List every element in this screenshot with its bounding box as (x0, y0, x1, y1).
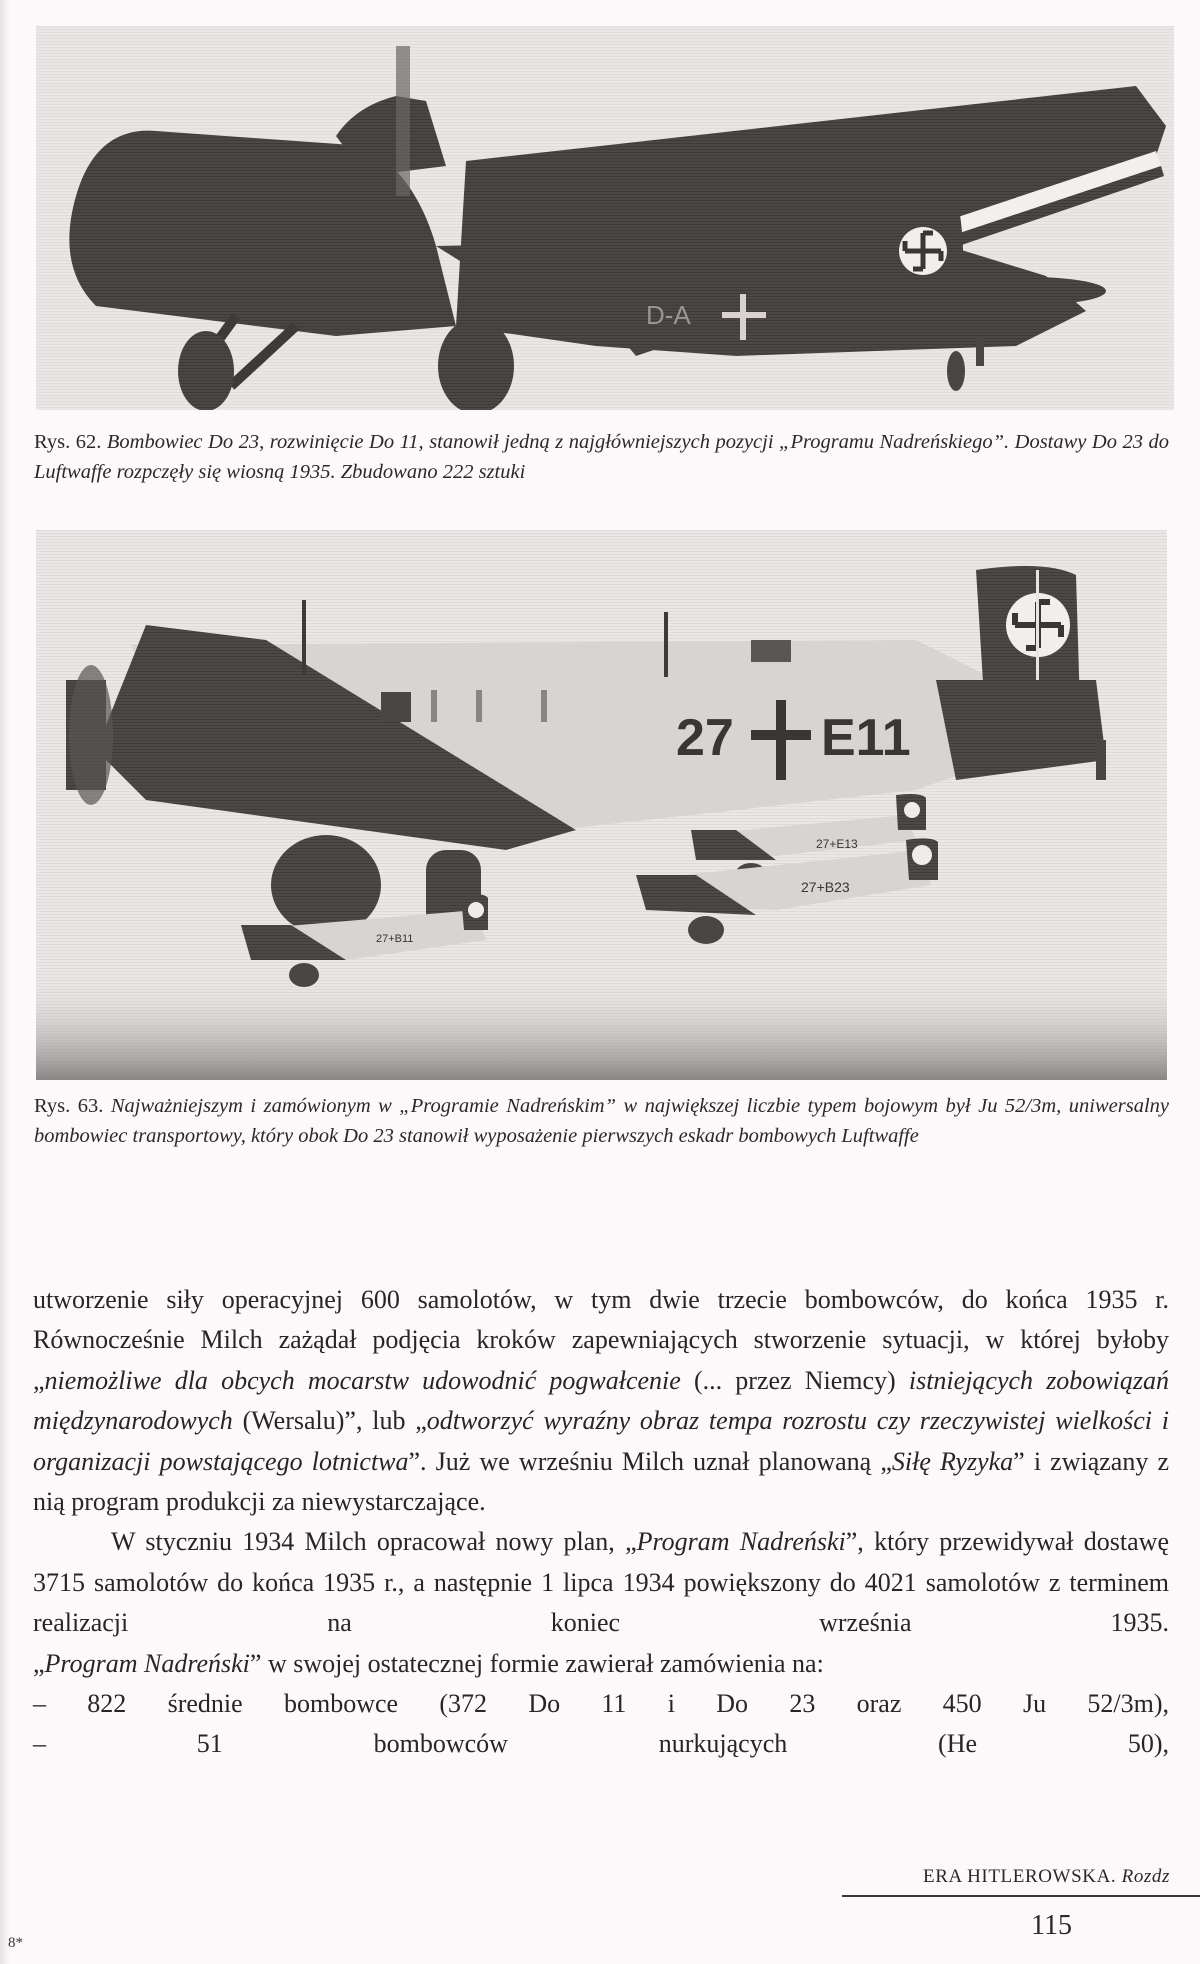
figure-caption-rys-63 (34, 1092, 1169, 1151)
caption-label: Rys. 63. (34, 1095, 104, 1117)
caption-label: Rys. 62. (34, 431, 102, 453)
svg-text:27+B11: 27+B11 (376, 933, 414, 945)
italic-quote: odtworzyć wyraźny obraz tempa rozrostu czy rzeczywistej wielkości i organizacji powstającego lotnictwa (33, 1406, 1169, 1476)
paragraph-milch-demands (33, 1280, 1169, 1522)
page-gutter-shadow (0, 0, 10, 1964)
italic-term: Program Nadreński (44, 1648, 250, 1678)
svg-text:27: 27 (676, 709, 734, 767)
text-run: W styczniu 1934 Milch opracował nowy plan, „ (111, 1527, 637, 1557)
list-item-dive-bombers: – 51 bombowców nurkujących (He 50), (33, 1729, 1169, 1759)
page-number: 115 (1031, 1910, 1072, 1941)
svg-text:27+B23: 27+B23 (801, 879, 850, 895)
text-run: ”. Już we wrześniu Milch uznał planowaną „ (408, 1446, 892, 1476)
svg-text:27+E13: 27+E13 (816, 837, 858, 851)
photo-ju52-formation (36, 530, 1167, 1080)
text-run: ” i związany z nią program produkcji za niewystarczające. (33, 1446, 1170, 1517)
signature-mark: 8* (8, 1935, 23, 1951)
figure-caption-rys-62 (34, 428, 1169, 487)
running-head-chapter: Rozdz (1116, 1866, 1171, 1887)
italic-quote: niemożliwe dla obcych mocarstw udowodnić pogwałcenie (44, 1365, 681, 1395)
text-run: utworzenie siły operacyjnej 600 samolotów, w tym dwie trzecie bombowców, do końca 1935 r. Równocześnie Milch zażądał podjęcia kroków zapewniających stworzenie sytuacji, w której byłoby „ (33, 1285, 1169, 1395)
caption-text: Bombowiec Do 23, rozwinięcie Do 11, stanowił jedną z najgłówniejszych pozycji „Programu Nadreńskiego”. Dostawy Do 23 do Luftwaffe rozpczęły się wiosną 1935. Zbudowano 222 sztuki (34, 431, 1169, 483)
svg-text:E11: E11 (821, 709, 911, 767)
svg-text:D-A: D-A (646, 300, 691, 330)
paragraph-rhineland-program (33, 1522, 1169, 1643)
text-run: ”, który przewidywał dostawę 3715 samolotów do końca 1935 r., a następnie 1 lipca 1934 powiększony do 4021 samolotów z terminem realizacji na koniec września 1935. (33, 1527, 1169, 1638)
running-head-title: ERA HITLEROWSKA. (923, 1866, 1117, 1887)
text-run: (Wersalu)”, lub „ (232, 1406, 427, 1436)
italic-quote: istniejących zobowiązań międzynarodowych (33, 1365, 1169, 1436)
text-run: (... przez Niemcy) (680, 1365, 909, 1395)
italic-term: Program Nadreński (636, 1527, 846, 1557)
paragraph-final-form (33, 1644, 1169, 1684)
body-text (33, 1280, 1169, 1765)
text-run: ” w swojej ostatecznej formie zawierał zamówienia na: (249, 1648, 824, 1678)
photo-do23-bomber (36, 26, 1174, 410)
italic-term: Siłę Ryzyka (891, 1446, 1014, 1476)
footer-rule (842, 1895, 1200, 1897)
text-run: „ (33, 1648, 45, 1678)
running-head (923, 1866, 1170, 1888)
caption-text: Najważniejszym i zamówionym w „Programie Nadreńskim” w największej liczbie typem bojowym był Ju 52/3m, uniwersalny bombowiec transportowy, który obok Do 23 stanowił wyposażenie pierwszych eskadr bombowych Luftwaffe (34, 1095, 1170, 1147)
do23-aircraft-illustration (36, 26, 1174, 410)
list-item-medium-bombers: – 822 średnie bombowce (372 Do 11 i Do 23 oraz 450 Ju 52/3m), (33, 1689, 1169, 1719)
ju52-formation-illustration (36, 530, 1167, 1080)
